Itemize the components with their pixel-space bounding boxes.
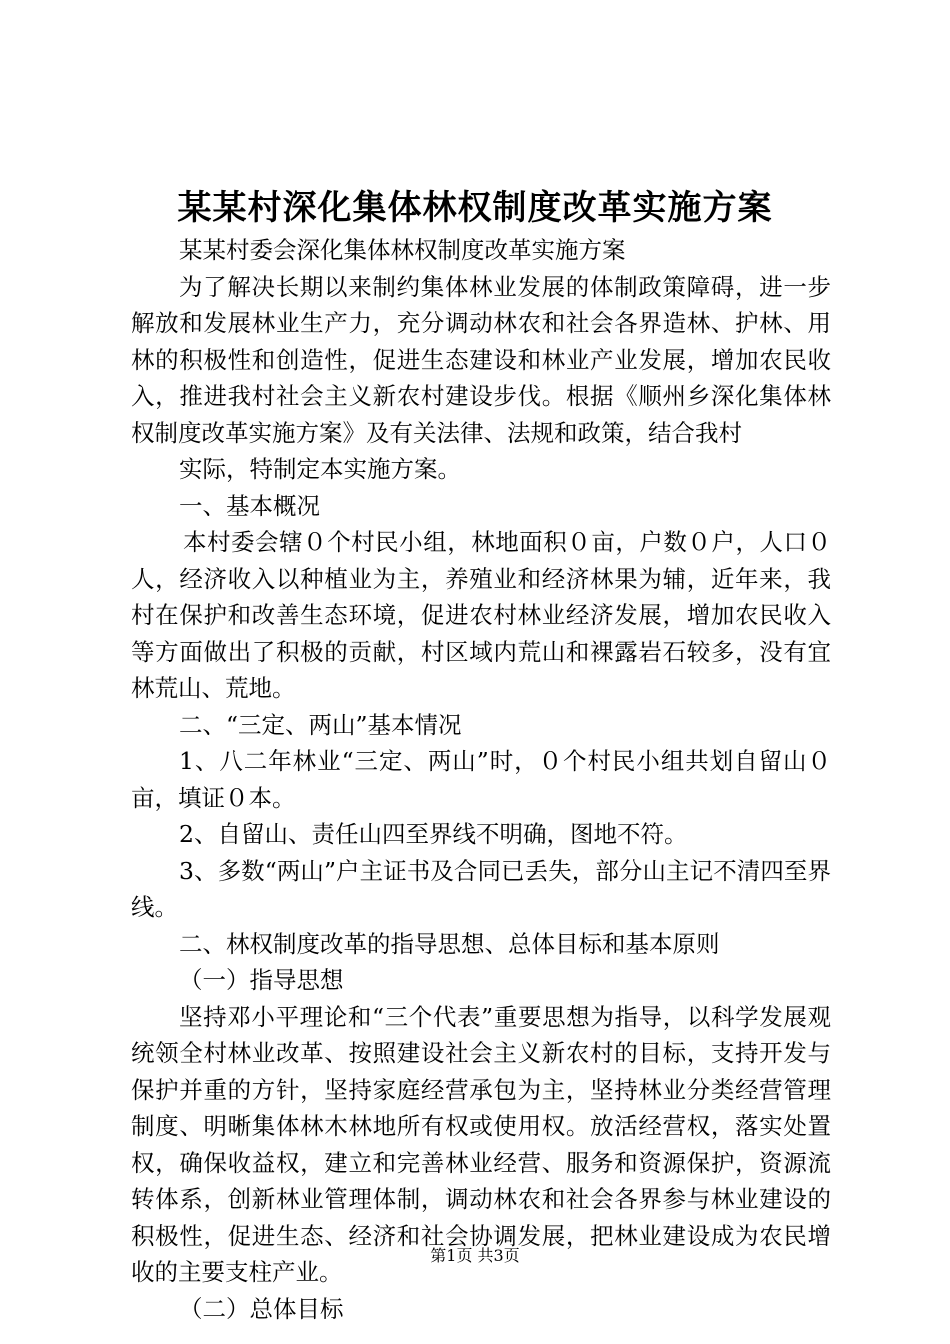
section-heading-guiding: 二、林权制度改革的指导思想、总体目标和基本原则 [179, 929, 720, 958]
paragraph-subtitle: 某某村委会深化集体林权制度改革实施方案 [179, 236, 626, 264]
paragraph-item-1: 1、八二年林业“三定、两山”时，０个村民小组共划自留山０亩，填证０本。 [131, 747, 831, 812]
document-body [131, 232, 831, 1327]
paragraph-item-3: 3、多数“两山”户主证书及合同已丢失，部分山主记不清四至界线。 [131, 856, 831, 921]
section-heading-overview: 一、基本概况 [179, 491, 320, 520]
paragraph-intro-continued: 实际，特制定本实施方案。 [179, 455, 461, 483]
paragraph-intro: 为了解决长期以来制约集体林业发展的体制政策障碍，进一步解放和发展林业生产力，充分调动林农和社会各界造林、护林、用林的积极性和创造性，促进生态建设和林业产业发展，增加农民收入，推进我村社会主义新农村建设步伐。根据《顺州乡深化集体林权制度改革实施方案》及有关法律、法规和政策，结合我村 [131, 272, 831, 447]
subsection-heading-guiding-thought: （一）指导思想 [179, 966, 344, 994]
subsection-heading-overall-goal: （二）总体目标 [179, 1294, 344, 1323]
paragraph-item-2: 2、自留山、责任山四至界线不明确，图地不符。 [179, 820, 688, 848]
page-number: 第1页 共3页 [430, 1246, 520, 1265]
paragraph-overview: 本村委会辖０个村民小组，林地面积０亩，户数０户，人口０人，经济收入以种植业为主，养殖业和经济林果为辅，近年来，我村在保护和改善生态环境，促进农村林业经济发展，增加农民收入等方面做出了积极的贡献，村区域内荒山和裸露岩石较多，没有宜林荒山、荒地。 [131, 528, 831, 702]
paragraph-guiding-thought: 坚持邓小平理论和“三个代表”重要思想为指导，以科学发展观统领全村林业改革、按照建设社会主义新农村的目标，支持开发与保护并重的方针，坚持家庭经营承包为主，坚持林业分类经营管理制度、明晰集体林木林地所有权或使用权。放活经营权，落实处置权，确保收益权，建立和完善林业经营、服务和资源保护，资源流转体系，创新林业管理体制，调动林农和社会各界参与林业建设的积极性，促进生态、经济和社会协调发展，把林业建设成为农民增收的主要支柱产业。 [131, 1002, 831, 1286]
section-heading-basic-situation: 二、“三定、两山”基本情况 [179, 710, 462, 739]
document-title: 某某村深化集体林权制度改革实施方案 [177, 188, 773, 228]
